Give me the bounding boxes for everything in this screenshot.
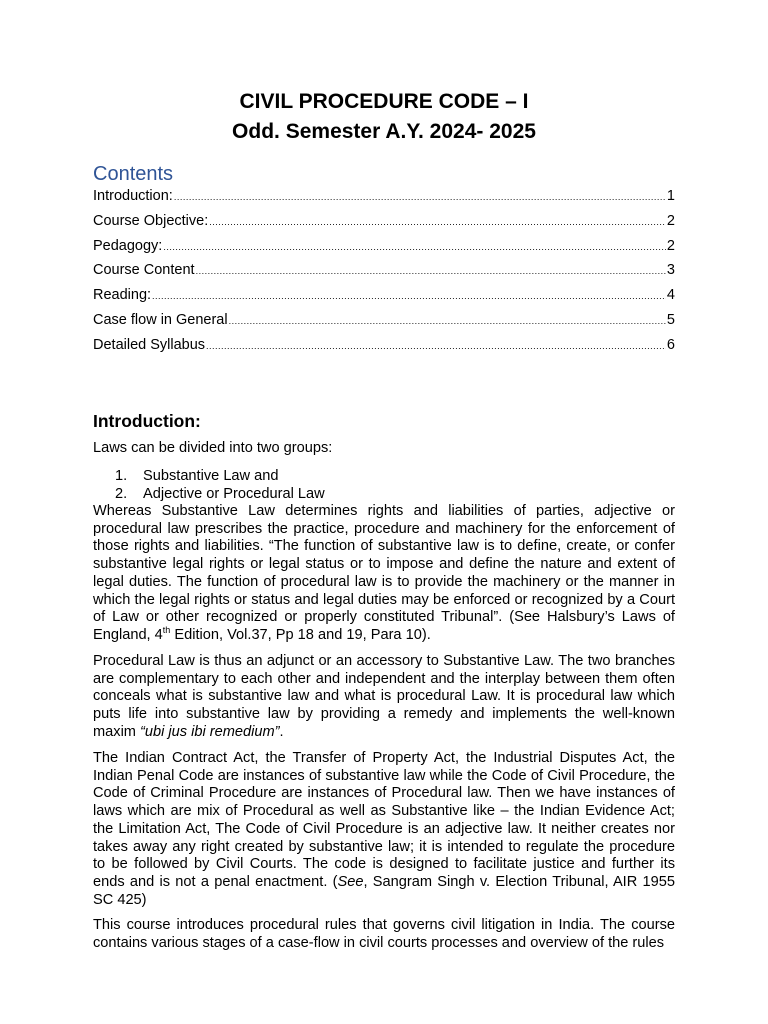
introduction-lead (93, 440, 675, 458)
toc-entry-page: 2 (666, 212, 675, 229)
paragraph-segment: Procedural Law is thus an adjunct or an accessory to Substantive Law. The two branches are complementary to each other and independent and the interplay between them often conceals what is substantive law and what is procedural Law. It is procedural law which puts life into substantive law by providing a remedy and implements the well-known maxim (93, 653, 675, 740)
paragraph-examples (93, 750, 675, 909)
toc-leader-dots (229, 311, 666, 331)
toc-leader-dots (196, 261, 666, 281)
toc-entry-label: Detailed Syllabus (93, 336, 206, 353)
paragraph-segment: . (279, 723, 284, 740)
introduction-heading: Introduction: (93, 411, 201, 431)
list-item-number: 2. (115, 485, 128, 502)
toc-entry-introduction[interactable] (93, 186, 675, 211)
toc-leader-dots (206, 336, 666, 356)
paragraph-course-intro (93, 917, 675, 952)
list-item-number: 1. (115, 468, 128, 484)
list-item-text: Substantive Law and (143, 468, 279, 484)
toc-leader-dots (174, 187, 666, 207)
paragraph-text (93, 750, 675, 909)
toc-entry-page: 6 (666, 336, 675, 353)
toc-entry-label: Course Content (93, 262, 195, 279)
toc-heading: Contents (93, 163, 174, 185)
law-groups-list (93, 468, 675, 503)
paragraph-text (93, 653, 675, 742)
paragraph-substantive-vs-procedural (93, 503, 675, 645)
toc-leader-dots (209, 212, 666, 232)
toc-entry-label: Pedagogy: (93, 237, 163, 254)
paragraph-segment: Edition, Vol.37, Pp 18 and 19, Para 10). (170, 626, 431, 643)
lead-text: Laws can be divided into two groups: (93, 440, 333, 456)
toc-entry-page: 2 (666, 237, 675, 254)
toc-entry-case-flow[interactable] (93, 310, 675, 335)
toc-leader-dots (163, 237, 666, 257)
document-subtitle: Odd. Semester A.Y. 2024- 2025 (232, 120, 536, 143)
list-item (93, 468, 675, 486)
toc-leader-dots (152, 286, 666, 306)
paragraph-segment: Whereas Substantive Law determines rights and liabilities of parties, adjective or procedural law prescribes the practice, procedure and machinery for the enforcement of those rights and liabilities. “The function of substantive law is to define, create, or confer substantive legal rights or legal status or to impose and define the nature and extent of legal duties. The function of procedural law is to provide the machinery or the manner in which the legal rights or status and legal duties may be enforced or recognized by a Court of Law or other recognized or properly constituted Tribunal”. (See Halsbury’s Laws of England, 4 (93, 503, 675, 643)
paragraph-text (93, 503, 675, 645)
toc-entry-course-content[interactable] (93, 260, 675, 285)
toc-entry-course-objective[interactable] (93, 211, 675, 236)
toc-entry-label: Course Objective: (93, 212, 209, 229)
paragraph-segment: , Sangram Singh v. Election Tribunal, AIR 1955 SC 425) (93, 873, 675, 908)
list-item-text: Adjective or Procedural Law (143, 485, 325, 502)
latin-maxim: “ubi jus ibi remedium” (140, 723, 280, 740)
toc-entry-page: 5 (666, 311, 675, 328)
table-of-contents (93, 186, 675, 360)
paragraph-text: This course introduces procedural rules that governs civil litigation in India. The course contains various stages of a case-flow in civil courts processes and overview of the rules (93, 917, 675, 951)
toc-entry-detailed-syllabus[interactable] (93, 335, 675, 360)
toc-entry-label: Reading: (93, 287, 152, 304)
toc-entry-pedagogy[interactable] (93, 236, 675, 261)
toc-entry-page: 3 (666, 262, 675, 279)
toc-entry-label: Case flow in General (93, 311, 228, 328)
citation-signal: See (337, 873, 364, 890)
superscript: th (162, 625, 171, 636)
paragraph-segment: The Indian Contract Act, the Transfer of Property Act, the Industrial Disputes Act, the Indian Penal Code are instances of substantive law while the Code of Civil Procedure, the Code of Criminal Procedure are instances of Procedural law. Then we have instances of laws which are mix of Procedural as well as Substantive like – the Indian Evidence Act; the Limitation Act, The Code of Civil Procedure is an adjective law. It neither creates nor takes away any right created by substantive law; it is intended to regulate the procedure to be followed by Civil Courts. The code is designed to facilitate justice and further its ends and is not a penal enactment. ( (93, 750, 675, 890)
list-item (93, 486, 675, 504)
toc-entry-page: 1 (666, 188, 675, 204)
toc-entry-label: Introduction: (93, 188, 173, 204)
toc-entry-page: 4 (666, 287, 675, 304)
toc-entry-reading[interactable] (93, 285, 675, 310)
document-title: CIVIL PROCEDURE CODE – I (239, 90, 529, 113)
paragraph-procedural-adjunct (93, 653, 675, 742)
